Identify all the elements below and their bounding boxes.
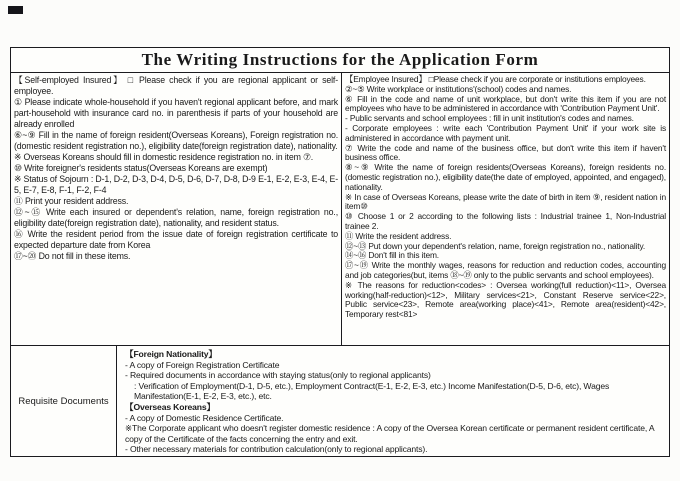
left-item: ⑪ Print your resident address. (14, 196, 129, 206)
left-item: ⑰~⑳ Do not fill in these items. (14, 251, 131, 261)
scan-artifact-mark (8, 6, 23, 14)
right-item: - Public servants and school employees : fill in unit institution's codes and names. (345, 113, 634, 124)
requisite-line: 【Foreign Nationality】 (125, 349, 217, 359)
requisite-documents-row (11, 346, 669, 456)
requisite-line: - A copy of Domestic Residence Certificate. (125, 412, 284, 423)
right-item: ⑥ Fill in the code and name of unit workplace, but don't write this item if you are not employees who have to be administered in accordance with 'Contribution Payment Unit'. (345, 93, 666, 114)
left-item: ※ Overseas Koreans should fill in domestic residence registration no. in item ⑦. (14, 152, 314, 162)
requisite-line: 【Overseas Koreans】 (125, 401, 215, 412)
left-item: ① Please indicate whole-household if you haven't regional applicant before, and mark part-household with insurance card no. in parenthesis if parts of your household are already enrolled (14, 97, 338, 129)
requisite-line: : Verification of Employment(D-1, D-5, etc.), Employment Contract(E-1, E-2, E-3, etc.) Income Manifestation(D-5, D-6, etc), Wages Manifestation(E-1, E-2, E-3, etc.), etc. (134, 380, 610, 402)
employee-column (342, 73, 669, 345)
right-item: ②~⑤ Write workplace or institutions'(school) codes and names. (345, 83, 572, 94)
right-item: ⑰~⑲ Write the monthly wages, reasons for reduction and reduction codes, accounting and job categories(but, items ⑱~⑲ only to the public servants and school employees). (345, 260, 666, 280)
right-item: ⑩ Choose 1 or 2 according to the following lists : Industrial trainee 1, Non-Industrial trainee 2. (345, 211, 666, 231)
right-item: ⑪ Write the resident address. (345, 230, 452, 241)
self-employed-header: 【Self-employed Insured】 □ Please check if you are regional applicant or self-employee. (14, 75, 338, 96)
right-item: ⑫~⑬ Put down your dependent's relation, name, foreign registration no., nationality. (345, 240, 646, 251)
left-item: ※ Status of Sojourn : D-1, D-2, D-3, D-4, D-5, D-6, D-7, D-8, D-9 E-1, E-2, E-3, E-4, E-5, E-7, E-8, F-1, F-2, F-4 (14, 174, 338, 195)
requisite-line: ※The Corporate applicant who doesn't register domestic residence : A copy of the Oversea Korean certificate or permanent resident certificate, A copy of the Certificate of the facts concerning the entry and exit. (125, 423, 654, 444)
left-item: ⑩ Write foreigner's residents status(Overseas Koreans are exempt) (14, 163, 268, 173)
page-title: The Writing Instructions for the Application Form (141, 50, 539, 69)
requisite-line: - A copy of Foreign Registration Certificate (125, 359, 280, 370)
right-item: ⑧~⑨ Write the name of foreign residents(Overseas Koreans), foreign residents no.(domestic registration no.), eligibility date(the date of employed, appointed, and engaged), nationality. (345, 162, 666, 192)
title-row (11, 48, 669, 73)
requisite-line: - Other necessary materials for contribution calculation(only to regional applicants). (125, 444, 428, 455)
requisite-line: - Required documents in accordance with staying status(only to regional applicants) (125, 370, 431, 381)
right-item: ※ The reasons for reduction<codes> : Oversea working(full reduction)<11>, Oversea working(half-reduction)<12>, Military services<21>, Constant Reserve service<22>, Public service<23>, Remote area(working place)<41>, Remote area(resident)<42>, Temporary rest<81> (345, 279, 666, 320)
requisite-documents-label: Requisite Documents (11, 346, 117, 456)
left-item: ⑥~⑨ Fill in the name of foreign resident(Overseas Koreans), Foreign registration no.(domestic resident registration no.), eligibility date(foreign registration date), nationality. (14, 130, 338, 151)
right-item: - Corporate employees : write each 'Contribution Payment Unit' if your work site is administered in accordance with payment unit. (345, 122, 666, 143)
right-item: ⑭~⑯ Don't fill in this item. (345, 250, 439, 261)
requisite-documents-content (117, 346, 669, 456)
left-item: ⑫~⑮ Write each insured or dependent's relation, name, foreign registration no., eligibility date(foreign registration date), nationality, and resident status. (14, 207, 338, 228)
self-employed-column (11, 73, 342, 345)
instruction-columns (11, 73, 669, 346)
left-item: ⑯ Write the resident period from the issue date of foreign registration certificate to expected departure date from Korea (14, 229, 338, 250)
instruction-table (10, 47, 670, 457)
employee-header: 【Employee Insured】 □Please check if you are corporate or institutions employees. (345, 74, 646, 84)
right-item: ※ In case of Overseas Koreans, please write the date of birth in item ⑨, resident nation in item⑩ (345, 191, 666, 212)
right-item: ⑦ Write the code and name of the business office, but don't write this item if haven't business office. (345, 142, 666, 163)
